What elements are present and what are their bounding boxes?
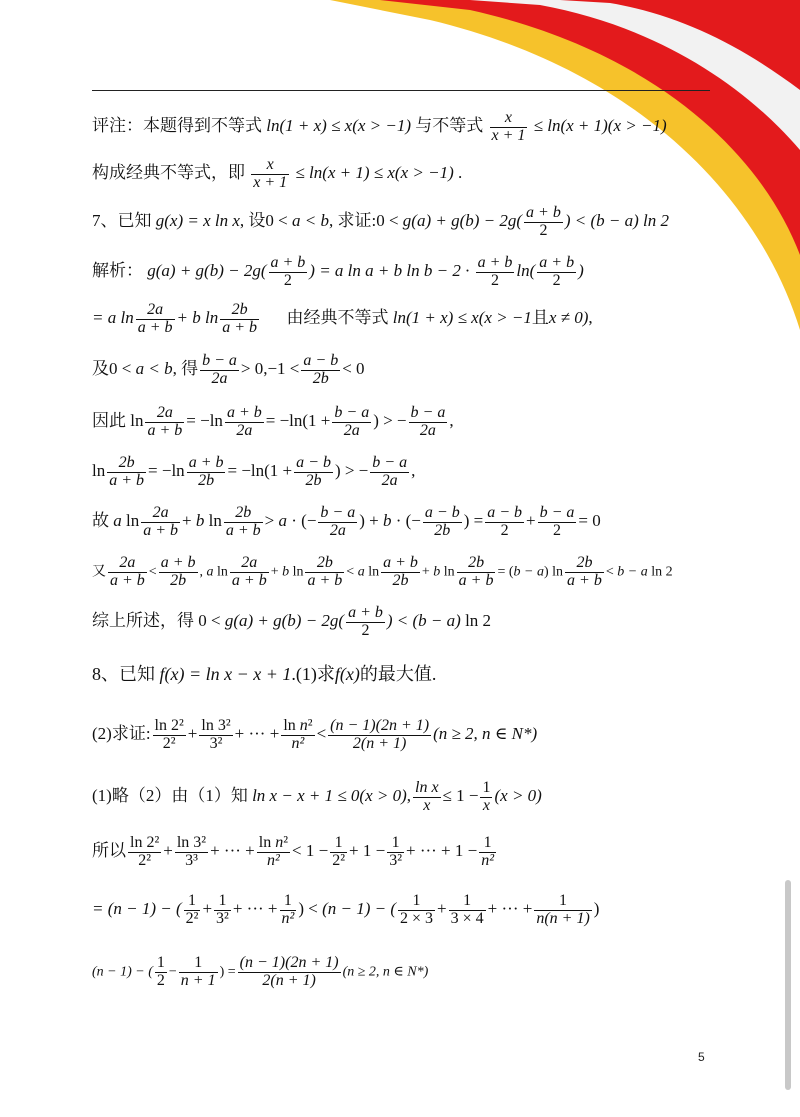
solution-line-2: = a ln $\frac{2a}{a + b}$ + b ln $\frac{2b}{a + b}$ 由经典不等式 ln(1 + x) ≤ x(x > −1且x ≠ 0), xyxy=(92,301,593,336)
note-line-1: 评注：本题得到不等式 ln(1 + x) ≤ x(x > −1) 与不等式 $\frac{x}{x + 1}$ ≤ ln(x + 1)(x > −1) xyxy=(92,109,667,144)
solution-line-3: 及0 < a < b, 得 $\frac{b - a}{2a}$ > 0,−1 < $\frac{a - b}{2b}$ < 0 xyxy=(92,352,365,387)
solution-8-line-2: 所以 $\frac{\text{ln 2²}}{\text{2²}}$ + $\frac{\text{ln 3²}}{\text{3³}}$ + ··· + $\frac{\text{ln n²}}{\text{n²}}$ < 1 − $\frac{1}{\text{2²}}$ + 1 − $\frac{1}{\text{3²}}$ + ··· + 1 − $\frac{1}{\text{n²}}$ xyxy=(92,834,495,869)
decorative-swoosh xyxy=(0,0,800,400)
page-number: 5 xyxy=(698,1050,705,1064)
solution-8-line-4: (n − 1) − ( $\frac{1}{2}$ − $\frac{1}{n + 1}$ ) = $\frac{(n - 1)(2n + 1)}{2(n + 1)}$ (n ≥ 2, n ∈ N*) xyxy=(92,954,429,989)
solution-line-4: 因此 ln $\frac{2a}{a + b}$ = −ln $\frac{a + b}{2a}$ = −ln(1 + $\frac{b - a}{2a}$ ) > − $\frac{b - a}{2a}$ , xyxy=(92,404,454,439)
solution-8-line-3: = (n − 1) − ( $\frac{1}{\text{2²}}$ + $\frac{1}{\text{3²}}$ + ··· + $\frac{1}{\text{n²}}$ ) < (n − 1) − ( $\frac{1}{2 \times 3}$ + $\frac{1}{3 \times 4}$ + ··· + $\frac{1}{n(n + 1)}$ ) xyxy=(92,892,600,927)
header-rule xyxy=(92,90,710,91)
solution-line-5: ln $\frac{2b}{a + b}$ = −ln $\frac{a + b}{2b}$ = −ln(1 + $\frac{a - b}{2b}$ ) > − $\frac{b - a}{2a}$ , xyxy=(92,454,416,489)
solution-line-8: 综上所述，得 0 < g(a) + g(b) − 2g( $\frac{a + b}{2}$ ) < (b − a) ln 2 xyxy=(92,604,492,639)
problem-8-part-2: (2)求证: $\frac{\text{ln 2²}}{\text{2²}}$ + $\frac{\text{ln 3²}}{\text{3²}}$ + ··· + $\frac{\text{ln n²}}{\text{n²}}$ < $\frac{(n - 1)(2n + 1)}{2(n + 1)}$ (n ≥ 2, n ∈ N*) xyxy=(92,717,538,752)
solution-8-line-1: (1)略（2）由（1）知 ln x − x + 1 ≤ 0(x > 0), $\frac{\text{ln x}}{x}$ ≤ 1 − $\frac{1}{x}$ (x > 0) xyxy=(92,779,542,814)
solution-line-7: 又 $\frac{2a}{a + b}$ < $\frac{a + b}{2b}$ , a ln $\frac{2a}{a + b}$ + b ln $\frac{2b}{a + b}$ < a ln $\frac{a + b}{2b}$ + b ln $\frac{2b}{a + b}$ = (b − a) ln $\frac{2b}{a + b}$ < b − a ln 2 xyxy=(92,554,673,589)
solution-line-1: 解析： g(a) + g(b) − 2g( $\frac{a + b}{2}$ ) = a ln a + b ln b − 2 · $\frac{a + b}{2}$ ln( $\frac{a + b}{2}$ ) xyxy=(92,254,584,289)
scrollbar[interactable] xyxy=(785,880,791,1090)
problem-8: 8、已知 f(x) = ln x − x + 1.(1)求f(x)的最大值. xyxy=(92,664,437,684)
problem-7: 7、已知 g(x) = x ln x, 设0 < a < b, 求证:0 < g(a) + g(b) − 2g( $\frac{a + b}{2}$ ) < (b − a) ln 2 xyxy=(92,204,669,239)
solution-line-6: 故 a ln $\frac{2a}{a + b}$ + b ln $\frac{2b}{a + b}$ > a · (− $\frac{b - a}{2a}$ ) + b · (− $\frac{a - b}{2b}$ ) = $\frac{a - b}{2}$ + $\frac{b - a}{2}$ = 0 xyxy=(92,504,601,539)
note-line-2: 构成经典不等式，即 $\frac{x}{x + 1}$ ≤ ln(x + 1) ≤ x(x > −1) . xyxy=(92,156,463,191)
